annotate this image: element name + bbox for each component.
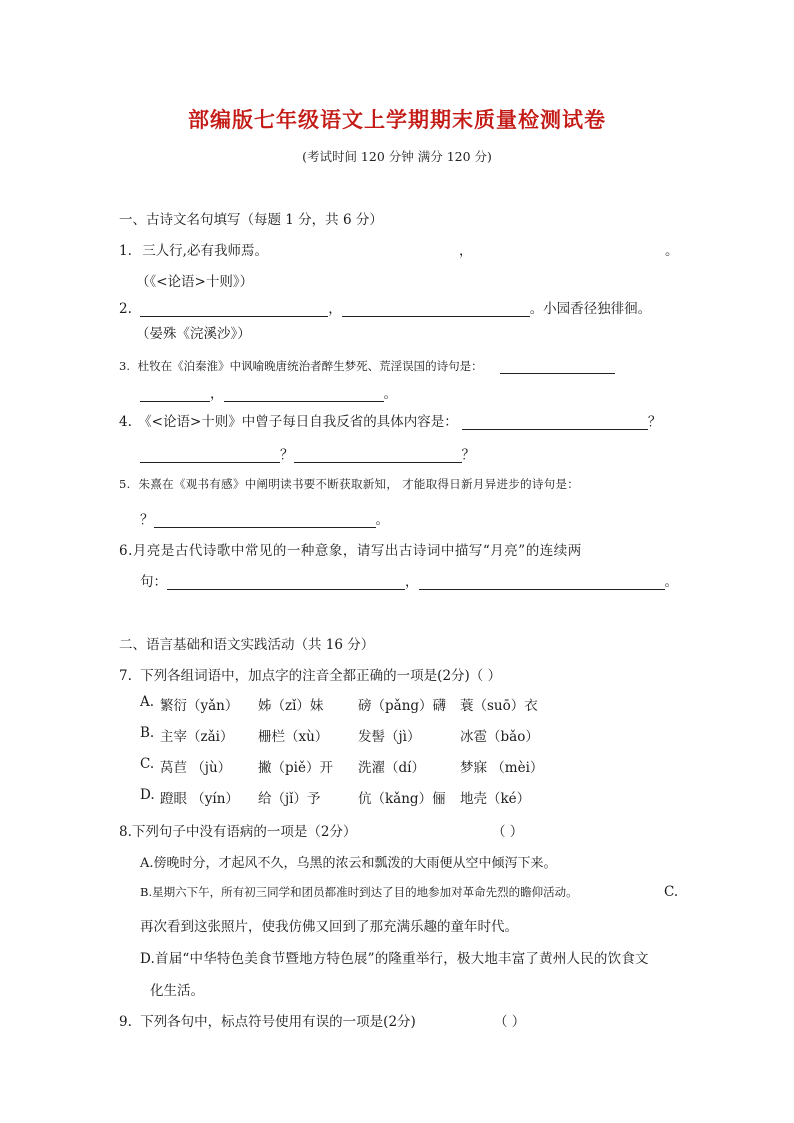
question-4 bbox=[119, 410, 661, 430]
q7-a-label: A. bbox=[140, 694, 155, 710]
q7-d-word4: 地壳（ké） bbox=[460, 791, 531, 807]
q9-text: 下列各句中，标点符号使用有误的一项是(2分) bbox=[140, 1014, 416, 1030]
q3-blank-1[interactable] bbox=[500, 359, 615, 374]
q7-a-word4: 蓑（suō）衣 bbox=[460, 698, 538, 714]
q6-comma: ， bbox=[405, 574, 419, 590]
q2-number: 2. bbox=[119, 301, 132, 317]
q8-number: 8. bbox=[119, 824, 132, 840]
exam-info: (考试时间 120 分钟 满分 120 分) bbox=[302, 149, 492, 164]
q7-c-label: C. bbox=[140, 756, 155, 772]
q7-number: 7. bbox=[119, 668, 132, 684]
q6-end: 。 bbox=[664, 574, 678, 590]
q5-end: 。 bbox=[375, 512, 389, 528]
q7-d-label: D. bbox=[140, 787, 155, 803]
q6-blank-1[interactable] bbox=[167, 575, 405, 590]
q3-comma: ， bbox=[210, 386, 224, 402]
q2-comma: ， bbox=[328, 301, 342, 317]
q7-b-word1: 主宰（zǎi） bbox=[160, 729, 234, 745]
q7-option-d[interactable] bbox=[140, 787, 531, 807]
question-8 bbox=[119, 820, 356, 840]
question-1 bbox=[119, 239, 268, 259]
q5-text: 朱熹在《观书有感》中阐明读书要不断获取新知， 才能取得日新月异进步的诗句是： bbox=[138, 477, 580, 491]
q7-c-word4: 梦寐 （mèi） bbox=[460, 760, 544, 776]
q3-end: 。 bbox=[383, 386, 397, 402]
q1-source: （《<论语>十则》） bbox=[136, 274, 254, 290]
q8-text: 下列句子中没有语病的一项是（2分） bbox=[131, 824, 357, 840]
q4-text: 《<论语>十则》中曾子每日自我反省的具体内容是： bbox=[138, 414, 458, 430]
q4-line2 bbox=[140, 443, 475, 463]
q6-text: 月亮是古代诗歌中常见的一种意象，请写出古诗词中描写“月亮”的连续两 bbox=[132, 543, 582, 559]
q7-a-word1: 繁衍（yǎn） bbox=[160, 698, 239, 714]
q7-d-word2: 给（jǐ）予 bbox=[258, 791, 321, 807]
q3-number: 3. bbox=[119, 359, 130, 373]
q7-c-word2: 撇（piě）开 bbox=[258, 760, 333, 776]
q6-text2: 句： bbox=[140, 574, 167, 590]
q5-q: ？ bbox=[140, 512, 154, 528]
q2-blank-1[interactable] bbox=[140, 302, 328, 317]
q9-number: 9. bbox=[119, 1014, 132, 1030]
question-5 bbox=[119, 476, 579, 492]
q2-text: 。小园香径独徘徊。 bbox=[529, 301, 652, 317]
q4-q2: ？ bbox=[280, 447, 294, 463]
q1-number: 1. bbox=[119, 243, 132, 259]
section1-heading: 一、古诗文名句填写（每题 1 分，共 6 分） bbox=[119, 212, 383, 228]
q7-b-word2: 栅栏（xù） bbox=[258, 729, 329, 745]
q7-c-word1: 莴苣 （jù） bbox=[160, 760, 232, 776]
q1-text: 三人行,必有我师焉。 bbox=[142, 243, 268, 259]
q8-option-b[interactable]: B.星期六下午，所有初三同学和团员都准时到达了目的地参加对革命先烈的瞻仰活动。 bbox=[140, 885, 578, 899]
question-9 bbox=[119, 1010, 416, 1030]
q1-end: 。 bbox=[665, 243, 679, 259]
q5-number: 5. bbox=[119, 477, 131, 491]
q3-text: 杜牧在《泊秦淮》中讽喻晚唐统治者醉生梦死、荒淫误国的诗句是： bbox=[137, 359, 483, 373]
q4-blank-3[interactable] bbox=[294, 448, 462, 463]
q7-option-b[interactable] bbox=[140, 725, 539, 745]
q8-option-d-line2: 化生活。 bbox=[150, 983, 204, 999]
question-2 bbox=[119, 297, 651, 317]
q8-option-c[interactable]: 再次看到这张照片，使我仿佛又回到了那充满乐趣的童年时代。 bbox=[140, 919, 518, 935]
q7-d-word1: 蹬眼 （yín） bbox=[160, 791, 239, 807]
q4-q1: ？ bbox=[647, 414, 662, 430]
q9-answer-paren[interactable]: （ ） bbox=[494, 1014, 526, 1030]
q8-option-c-label: C. bbox=[664, 884, 679, 900]
q7-a-word2: 姊（zǐ）妹 bbox=[258, 698, 324, 714]
q4-number: 4. bbox=[119, 414, 132, 430]
q7-option-c[interactable] bbox=[140, 756, 544, 776]
q7-b-word4: 冰雹（bǎo） bbox=[460, 729, 539, 745]
q7-b-word3: 发髻（jì） bbox=[358, 729, 421, 745]
q2-source: （晏殊《浣溪沙》） bbox=[136, 326, 251, 342]
q8-answer-paren[interactable]: （ ） bbox=[492, 824, 524, 840]
question-6 bbox=[119, 539, 582, 559]
q2-blank-2[interactable] bbox=[342, 302, 530, 317]
q7-a-word3: 磅（pǎng）礴 bbox=[358, 698, 447, 714]
q3-line2 bbox=[140, 382, 397, 402]
q8-option-a[interactable]: A.傍晚时分，才起风不久，乌黑的浓云和瓢泼的大雨便从空中倾泻下来。 bbox=[140, 856, 557, 871]
q6-number: 6. bbox=[119, 543, 133, 559]
q6-line2 bbox=[140, 570, 678, 590]
q7-text: 下列各组词语中，加点字的注音全都正确的一项是(2分)（ ） bbox=[140, 668, 502, 684]
question-7 bbox=[119, 664, 501, 684]
q4-blank-2[interactable] bbox=[140, 448, 280, 463]
q1-comma: ， bbox=[459, 243, 473, 259]
q5-blank-1[interactable] bbox=[154, 513, 376, 528]
section2-heading: 二、语言基础和语文实践活动（共 16 分） bbox=[119, 637, 375, 653]
q7-c-word3: 洗濯（dí） bbox=[358, 760, 425, 776]
q4-blank-1[interactable] bbox=[462, 415, 648, 430]
page-title: 部编版七年级语文上学期期末质量检测试卷 bbox=[188, 107, 606, 132]
q7-option-a[interactable] bbox=[140, 694, 538, 714]
q6-blank-2[interactable] bbox=[419, 575, 665, 590]
q7-b-label: B. bbox=[140, 725, 155, 741]
question-3 bbox=[119, 358, 615, 374]
q7-d-word3: 伉（kǎng）俪 bbox=[358, 791, 446, 807]
q8-option-d[interactable]: D.首届“中华特色美食节暨地方特色展”的隆重举行，极大地丰富了黄州人民的饮食文 bbox=[140, 951, 649, 967]
q3-blank-2[interactable] bbox=[140, 387, 210, 402]
q3-blank-3[interactable] bbox=[224, 387, 384, 402]
q4-q3: ？ bbox=[461, 447, 475, 463]
q5-line2 bbox=[140, 508, 389, 528]
